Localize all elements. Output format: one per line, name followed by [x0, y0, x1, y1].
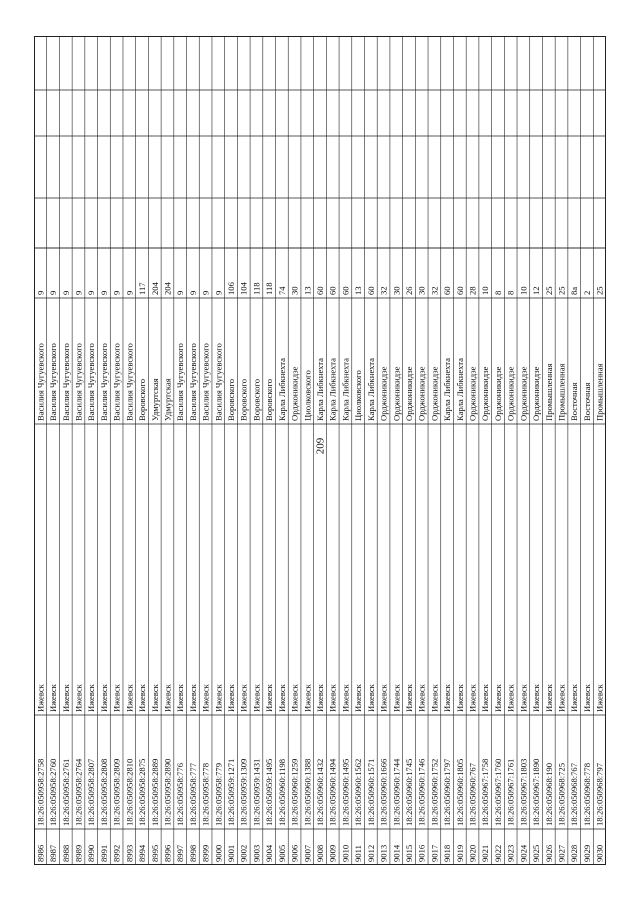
cell-cad: 18:26:050960:1666: [378, 758, 389, 826]
cell-cad: 18:26:050967:1760: [492, 758, 503, 826]
cell-street: Василия Чугуевского: [35, 343, 46, 421]
cell-cad: 18:26:050958:776: [175, 762, 186, 826]
cell-street: Промышленная: [543, 363, 554, 421]
cell-num: 9019: [454, 844, 465, 862]
cell-street: Василия Чугуевского: [86, 343, 97, 421]
cell-street: Орджоникидзе: [378, 366, 389, 421]
cell-house: 30: [416, 286, 427, 295]
cell-city: Ижевск: [35, 684, 46, 712]
cell-num: 8991: [98, 844, 109, 862]
cell-street: Орджоникидзе: [391, 366, 402, 421]
cell-city: Ижевск: [467, 684, 478, 712]
cell-street: Орджоникидзе: [531, 366, 542, 421]
cell-house: 9: [35, 290, 46, 295]
cell-street: Воровского: [226, 378, 237, 421]
cell-cad: 18:26:050968:767: [569, 762, 580, 826]
cell-city: Ижевск: [429, 684, 440, 712]
cell-street: Орджоникидзе: [518, 366, 529, 421]
cell-num: 9008: [315, 844, 325, 862]
cell-street: Орджоникидзе: [416, 366, 427, 421]
cell-cad: 18:26:050958:2890: [162, 758, 173, 826]
cell-city: Ижевск: [289, 684, 300, 712]
cell-house: 9: [73, 290, 84, 295]
cell-street: Василия Чугуевского: [213, 343, 224, 421]
page-number: 209: [314, 437, 327, 455]
cell-city: Ижевск: [543, 684, 554, 712]
cell-street: Воровского: [251, 378, 262, 421]
cell-street: Карла Либкнехта: [442, 358, 453, 421]
cell-num: 8998: [187, 844, 198, 862]
cell-cad: 18:26:050960:1746: [416, 758, 427, 826]
cell-cad: 18:26:050958:2875: [137, 758, 148, 826]
cell-num: 9017: [429, 844, 440, 862]
cell-city: Ижевск: [73, 684, 84, 712]
cell-street: Орджоникидзе: [289, 366, 300, 421]
cell-city: Ижевск: [98, 684, 109, 712]
cell-num: 9004: [264, 844, 275, 862]
cell-street: Орджоникидзе: [403, 366, 414, 421]
table-grid: [34, 36, 606, 865]
cell-street: Карла Либкнехта: [340, 358, 351, 421]
cell-num: 8993: [124, 844, 135, 862]
cell-street: Промышленная: [594, 363, 605, 421]
cell-num: 9025: [531, 844, 542, 862]
cell-street: Циолковского: [353, 370, 364, 421]
cell-city: Ижевск: [480, 684, 491, 712]
cell-cad: 18:26:050959:1431: [251, 758, 262, 826]
cell-city: Ижевск: [518, 684, 529, 712]
cell-city: Ижевск: [505, 684, 516, 712]
cell-city: Ижевск: [454, 684, 465, 712]
cell-city: Ижевск: [594, 684, 605, 712]
cell-house: 2: [581, 290, 592, 295]
cell-num: 8987: [48, 844, 59, 862]
cell-city: Ижевск: [149, 684, 160, 712]
cell-num: 9016: [416, 844, 427, 862]
cell-street: Карла Либкнехта: [365, 358, 376, 421]
cell-street: Орджоникидзе: [505, 366, 516, 421]
cell-city: Ижевск: [264, 684, 275, 712]
cell-city: Ижевск: [327, 684, 338, 712]
cell-city: Ижевск: [111, 684, 122, 712]
cell-house: 60: [327, 286, 338, 295]
cell-cad: 18:26:050960:1432: [315, 758, 325, 826]
cell-city: Ижевск: [442, 684, 453, 712]
cell-num: 9002: [238, 844, 249, 862]
cell-num: 9023: [505, 844, 516, 862]
cell-cad: 18:26:050960:1259: [289, 758, 300, 826]
cell-street: Орджоникидзе: [467, 366, 478, 421]
cell-cad: 18:26:050960:767: [467, 762, 478, 826]
cell-num: 9006: [289, 844, 300, 862]
cell-num: 9001: [226, 844, 237, 862]
cell-city: Ижевск: [416, 684, 427, 712]
cell-cad: 18:26:050967:1890: [531, 758, 542, 826]
cell-house: 204: [149, 282, 160, 295]
cell-num: 8990: [86, 844, 97, 862]
cell-street: Воровского: [264, 378, 275, 421]
cell-num: 8986: [35, 844, 46, 862]
cell-cad: 18:26:050968:797: [594, 762, 605, 826]
cell-house: 13: [353, 286, 364, 295]
cell-city: Ижевск: [213, 684, 224, 712]
cell-house: 32: [429, 286, 440, 295]
cell-street: Орджоникидзе: [480, 366, 491, 421]
cell-num: 9018: [442, 844, 453, 862]
cell-house: 30: [391, 286, 402, 295]
cell-city: Ижевск: [175, 684, 186, 712]
cell-city: Ижевск: [353, 684, 364, 712]
cell-city: Ижевск: [187, 684, 198, 712]
cell-cad: 18:26:050960:1571: [365, 758, 376, 826]
cell-street: Восточная: [581, 382, 592, 421]
cell-num: 9020: [467, 844, 478, 862]
cell-cad: 18:26:050967:1803: [518, 758, 529, 826]
cell-num: 9007: [302, 844, 313, 862]
cell-street: Василия Чугуевского: [187, 343, 198, 421]
cell-num: 9027: [556, 844, 567, 862]
cell-house: 106: [226, 282, 237, 295]
cell-street: Промышленная: [556, 363, 567, 421]
registry-table: [34, 36, 606, 865]
cell-house: 10: [480, 286, 491, 295]
cell-house: 25: [543, 286, 554, 295]
cell-street: Василия Чугуевского: [111, 343, 122, 421]
cell-num: 8992: [111, 844, 122, 862]
cell-street: Василия Чугуевского: [200, 343, 211, 421]
cell-house: 8: [492, 290, 503, 295]
cell-house: 9: [60, 290, 71, 295]
cell-cad: 18:26:050960:1805: [454, 758, 465, 826]
cell-cad: 18:26:050960:1752: [429, 758, 440, 826]
cell-city: Ижевск: [200, 684, 211, 712]
cell-house: 60: [315, 286, 325, 295]
cell-num: 9026: [543, 844, 554, 862]
cell-num: 8995: [149, 844, 160, 862]
cell-house: 9: [187, 290, 198, 295]
cell-city: Ижевск: [48, 684, 59, 712]
cell-city: Ижевск: [403, 684, 414, 712]
cell-num: 9013: [378, 844, 389, 862]
cell-city: Ижевск: [378, 684, 389, 712]
cell-city: Ижевск: [226, 684, 237, 712]
cell-cad: 18:26:050968:778: [581, 762, 592, 826]
cell-city: Ижевск: [556, 684, 567, 712]
cell-house: 60: [340, 286, 351, 295]
cell-house: 32: [378, 286, 389, 295]
table-border: [35, 37, 606, 865]
cell-cad: 18:26:050958:2808: [98, 758, 109, 826]
cell-house: 9: [98, 290, 109, 295]
cell-city: Ижевск: [340, 684, 351, 712]
cell-cad: 18:26:050958:777: [187, 762, 198, 826]
cell-city: Ижевск: [569, 684, 580, 712]
cell-cad: 18:26:050959:1495: [264, 758, 275, 826]
cell-house: 60: [454, 286, 465, 295]
cell-street: Василия Чугуевского: [175, 343, 186, 421]
cell-street: Циолковского: [302, 370, 313, 421]
cell-num: 9030: [594, 844, 605, 862]
cell-street: Василия Чугуевского: [98, 343, 109, 421]
cell-cad: 18:26:050960:1494: [327, 758, 338, 826]
cell-street: Василия Чугуевского: [60, 343, 71, 421]
cell-house: 9: [175, 290, 186, 295]
cell-num: 9028: [569, 844, 580, 862]
cell-num: 9011: [353, 845, 364, 862]
cell-cad: 18:26:050958:2809: [111, 758, 122, 826]
cell-cad: 18:26:050958:779: [213, 762, 224, 826]
cell-cad: 18:26:050958:2810: [124, 758, 135, 826]
cell-house: 9: [48, 290, 59, 295]
cell-street: Василия Чугуевского: [124, 343, 135, 421]
cell-num: 9029: [581, 844, 592, 862]
cell-city: Ижевск: [162, 684, 173, 712]
cell-house: 104: [238, 282, 249, 295]
cell-city: Ижевск: [365, 684, 376, 712]
cell-city: Ижевск: [315, 684, 325, 712]
cell-street: Карла Либкнехта: [276, 358, 287, 421]
cell-house: 25: [556, 286, 567, 295]
cell-cad: 18:26:050960:1198: [276, 759, 287, 826]
cell-house: 9: [124, 290, 135, 295]
cell-num: 9014: [391, 844, 402, 862]
cell-num: 9012: [365, 844, 376, 862]
cell-house: 8: [505, 290, 516, 295]
cell-num: 8999: [200, 844, 211, 862]
cell-num: 9003: [251, 844, 262, 862]
cell-house: 9: [111, 290, 122, 295]
cell-house: 28: [467, 286, 478, 295]
cell-cad: 18:26:050960:1744: [391, 758, 402, 826]
cell-house: 9: [86, 290, 97, 295]
cell-cad: 18:26:050960:1562: [353, 758, 364, 826]
cell-city: Ижевск: [581, 684, 592, 712]
cell-street: Воровского: [137, 378, 148, 421]
cell-city: Ижевск: [492, 684, 503, 712]
cell-street: Карла Либкнехта: [315, 358, 325, 421]
cell-street: Удмуртская: [149, 378, 160, 421]
cell-city: Ижевск: [251, 684, 262, 712]
cell-cad: 18:26:050960:1495: [340, 758, 351, 826]
cell-house: 60: [365, 286, 376, 295]
cell-house: 118: [251, 282, 262, 295]
cell-house: 9: [213, 290, 224, 295]
cell-house: 204: [162, 282, 173, 295]
cell-cad: 18:26:050967:1758: [480, 758, 491, 826]
cell-house: 25: [594, 286, 605, 295]
cell-house: 12: [531, 286, 542, 295]
cell-cad: 18:26:050959:1309: [238, 758, 249, 826]
cell-street: Карла Либкнехта: [327, 358, 338, 421]
cell-cad: 18:26:050958:2764: [73, 758, 84, 826]
cell-num: 8997: [175, 844, 186, 862]
cell-street: Орджоникидзе: [492, 366, 503, 421]
cell-cad: 18:26:050958:2889: [149, 758, 160, 826]
cell-house: 118: [264, 282, 275, 295]
cell-cad: 18:26:050960:1388: [302, 758, 313, 826]
cell-street: Воровского: [238, 378, 249, 421]
cell-street: Удмуртская: [162, 378, 173, 421]
cell-cad: 18:26:050960:1745: [403, 758, 414, 826]
cell-city: Ижевск: [60, 684, 71, 712]
cell-street: Карла Либкнехта: [454, 358, 465, 421]
cell-cad: 18:26:050958:2761: [60, 758, 71, 826]
cell-num: 9000: [213, 844, 224, 862]
cell-num: 9024: [518, 844, 529, 862]
cell-cad: 18:26:050968:725: [556, 762, 567, 826]
cell-house: 117: [137, 282, 148, 295]
cell-num: 9009: [327, 844, 338, 862]
cell-num: 8996: [162, 844, 173, 862]
cell-num: 9022: [492, 844, 503, 862]
cell-city: Ижевск: [391, 684, 402, 712]
cell-house: 8а: [569, 286, 580, 295]
cell-street: Восточная: [569, 382, 580, 421]
cell-house: 13: [302, 286, 313, 295]
cell-house: 10: [518, 286, 529, 295]
cell-city: Ижевск: [137, 684, 148, 712]
cell-city: Ижевск: [276, 684, 287, 712]
cell-num: 9015: [403, 844, 414, 862]
cell-street: Орджоникидзе: [429, 366, 440, 421]
cell-num: 9021: [480, 844, 491, 862]
cell-house: 74: [276, 286, 287, 295]
cell-house: 30: [289, 286, 300, 295]
cell-house: 60: [442, 286, 453, 295]
cell-cad: 18:26:050958:2758: [35, 758, 46, 826]
cell-city: Ижевск: [124, 684, 135, 712]
cell-cad: 18:26:050958:778: [200, 762, 211, 826]
cell-house: 26: [403, 286, 414, 295]
cell-cad: 18:26:050958:2807: [86, 758, 97, 826]
cell-street: Василия Чугуевского: [73, 343, 84, 421]
cell-num: 8988: [60, 844, 71, 862]
cell-cad: 18:26:050968:190: [543, 762, 554, 826]
cell-city: Ижевск: [531, 684, 542, 712]
cell-num: 9010: [340, 844, 351, 862]
cell-house: 9: [200, 290, 211, 295]
cell-city: Ижевск: [86, 684, 97, 712]
cell-street: Василия Чугуевского: [48, 343, 59, 421]
cell-num: 8994: [137, 844, 148, 862]
cell-city: Ижевск: [238, 684, 249, 712]
cell-num: 8989: [73, 844, 84, 862]
cell-cad: 18:26:050958:2760: [48, 758, 59, 826]
cell-cad: 18:26:050959:1271: [226, 758, 237, 826]
cell-city: Ижевск: [302, 684, 313, 712]
cell-cad: 18:26:050960:1797: [442, 758, 453, 826]
cell-num: 9005: [276, 844, 287, 862]
cell-cad: 18:26:050967:1761: [505, 758, 516, 826]
